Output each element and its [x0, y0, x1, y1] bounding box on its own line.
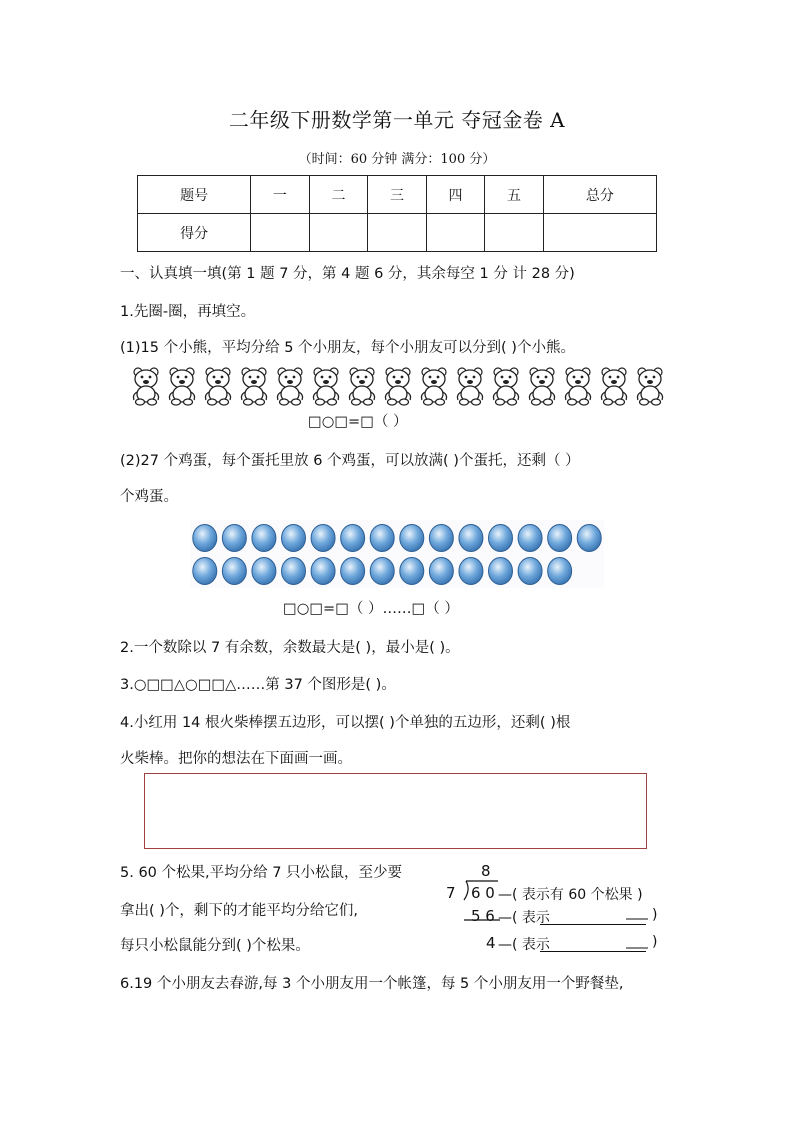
close-paren: ) — [652, 907, 658, 923]
bear-icon — [565, 368, 590, 405]
score-blank[interactable] — [543, 214, 656, 252]
egg-icon — [222, 525, 246, 552]
score-table-header-row — [138, 176, 657, 214]
section-1-heading: 一、认真填一填(第 1 题 7 分，第 4 题 6 分，其余每空 1 分 计 28 分) — [120, 266, 575, 282]
eggs-illustration — [190, 520, 604, 588]
egg-icon — [370, 558, 394, 585]
egg-icon — [548, 525, 572, 552]
question-1-2-cont: 个鸡蛋。 — [120, 489, 178, 505]
question-5-line-3: 每只小松鼠能分到( )个松果。 — [120, 938, 310, 954]
score-cell: 题号 — [138, 176, 251, 214]
bear-icon — [601, 368, 626, 405]
question-1-2: (2)27 个鸡蛋，每个蛋托里放 6 个鸡蛋，可以放满( )个蛋托，还剩（ ） — [120, 453, 580, 469]
remainder-note-blank[interactable] — [540, 934, 646, 952]
page-title: 二年级下册数学第一单元 夺冠金卷 A — [228, 108, 566, 132]
score-blank[interactable] — [368, 214, 427, 252]
close-paren: ) — [652, 934, 658, 950]
bear-icon — [349, 368, 374, 405]
score-blank[interactable] — [485, 214, 544, 252]
bear-icon — [133, 368, 158, 405]
score-row-label: 得分 — [138, 214, 251, 252]
score-cell: 一 — [251, 176, 310, 214]
bear-icon — [493, 368, 518, 405]
question-2: 2.一个数除以 7 有余数，余数最大是( )，最小是( )。 — [120, 640, 460, 656]
egg-icon — [459, 558, 483, 585]
question-4: 4.小红用 14 根火柴棒摆五边形，可以摆( )个单独的五边形，还剩( )根 — [120, 715, 571, 731]
drawing-answer-box[interactable] — [144, 773, 647, 849]
egg-icon — [548, 558, 572, 585]
egg-icon — [459, 525, 483, 552]
egg-icon — [577, 525, 601, 552]
score-blank[interactable] — [251, 214, 310, 252]
egg-icon — [429, 525, 453, 552]
product-note: —( 表示 — [498, 910, 550, 926]
egg-icon — [282, 525, 306, 552]
bears-illustration — [128, 366, 668, 406]
long-division-diagram — [440, 860, 680, 960]
q1-2-formula: □○□=□（ ）……□（ ） — [283, 601, 459, 617]
egg-icon — [400, 558, 424, 585]
question-6: 6.19 个小朋友去春游,每 3 个小朋友用一个帐篷，每 5 个小朋友用一个野餐垫, — [120, 976, 624, 992]
score-table — [137, 175, 657, 252]
egg-icon — [193, 525, 217, 552]
question-5-line-1: 5. 60 个松果,平均分给 7 只小松鼠，至少要 — [120, 865, 403, 881]
bear-icon — [385, 368, 410, 405]
question-1-1: (1)15 个小熊，平均分给 5 个小朋友，每个小朋友可以分到( )个小熊。 — [120, 340, 575, 356]
exam-info: （时间：60 分钟 满分：100 分） — [298, 152, 496, 167]
bear-icon — [277, 368, 302, 405]
product: 5 6 — [471, 907, 495, 925]
egg-icon — [429, 558, 453, 585]
egg-icon — [489, 558, 513, 585]
divisor: 7 — [446, 884, 456, 902]
bear-icon — [457, 368, 482, 405]
product-note-blank[interactable] — [540, 907, 646, 925]
score-cell: 四 — [426, 176, 485, 214]
egg-icon — [400, 525, 424, 552]
score-blank[interactable] — [309, 214, 368, 252]
egg-icon — [370, 525, 394, 552]
bear-icon — [421, 368, 446, 405]
egg-icon — [489, 525, 513, 552]
dividend-note: —( 表示有 60 个松果 ) — [498, 887, 643, 903]
egg-icon — [518, 558, 542, 585]
question-3: 3.○□□△○□□△……第 37 个图形是( )。 — [120, 677, 396, 693]
egg-icon — [222, 558, 246, 585]
score-table-score-row — [138, 214, 657, 252]
egg-icon — [341, 558, 365, 585]
egg-icon — [193, 558, 217, 585]
egg-icon — [252, 525, 276, 552]
egg-icon — [518, 525, 542, 552]
score-blank[interactable] — [426, 214, 485, 252]
bear-icon — [529, 368, 554, 405]
question-1: 1.先圈-圈，再填空。 — [120, 304, 256, 320]
egg-icon — [341, 525, 365, 552]
quotient: 8 — [481, 862, 491, 880]
question-5-line-2: 拿出( )个，剩下的才能平均分给它们, — [120, 903, 359, 919]
score-cell: 三 — [368, 176, 427, 214]
egg-icon — [311, 558, 335, 585]
remainder-note: —( 表示 — [498, 937, 550, 953]
question-4-cont: 火柴棒。把你的想法在下面画一画。 — [120, 751, 352, 767]
egg-icon — [252, 558, 276, 585]
score-cell: 二 — [309, 176, 368, 214]
dividend: 6 0 — [471, 884, 495, 902]
egg-icon — [311, 525, 335, 552]
score-cell: 五 — [485, 176, 544, 214]
remainder: 4 — [486, 934, 496, 952]
bear-icon — [637, 368, 662, 405]
q1-1-formula: □○□=□（ ） — [308, 414, 408, 430]
bear-icon — [313, 368, 338, 405]
bear-icon — [241, 368, 266, 405]
bear-icon — [169, 368, 194, 405]
score-cell: 总分 — [543, 176, 656, 214]
bear-icon — [205, 368, 230, 405]
egg-icon — [282, 558, 306, 585]
